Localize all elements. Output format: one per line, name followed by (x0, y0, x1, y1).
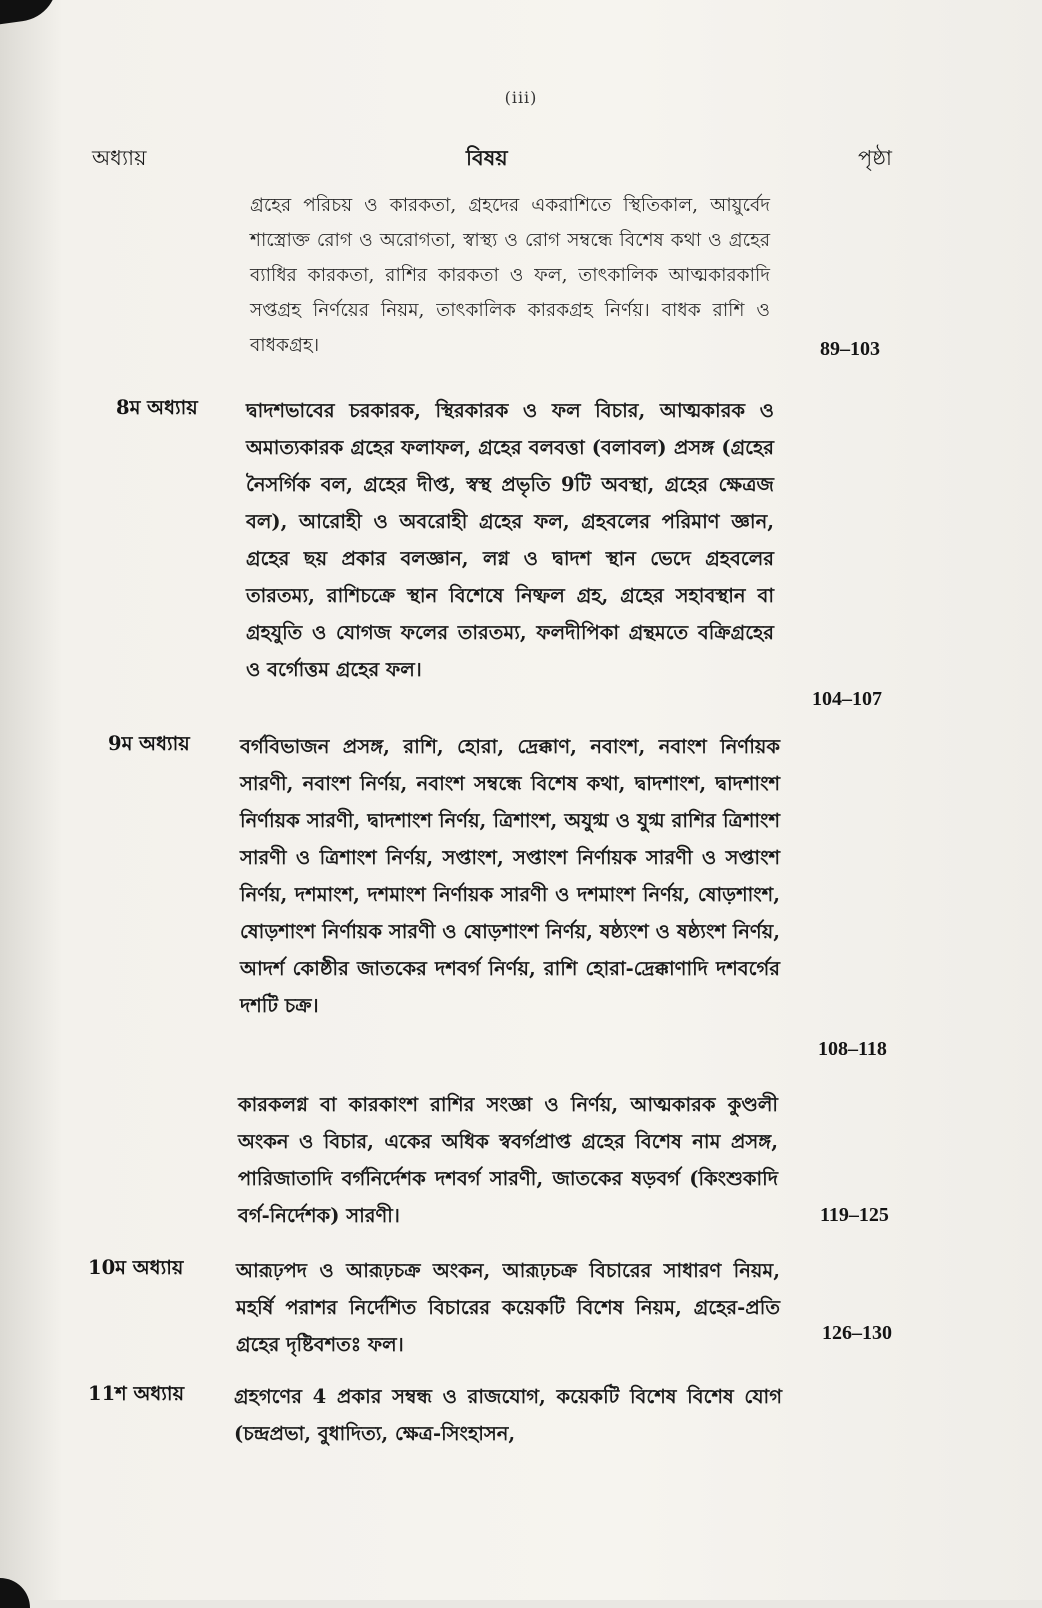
scan-shadow (0, 1578, 30, 1608)
toc-entry-chapter: 11শ অধ্যায় (88, 1382, 185, 1405)
toc-entry-text: গ্রহগণের 4 প্রকার সম্বন্ধ ও রাজযোগ, কয়েকটি বিশেষ বিশেষ যোগ (চন্দ্রপ্রভা, বুধাদিত্য, ক্ষেত্র-সিংহাসন, (234, 1385, 782, 1445)
toc-entry-pages: 89–103 (820, 338, 880, 360)
toc-entry-pages: 108–118 (818, 1038, 887, 1060)
toc-entry-text: কারকলগ্ন বা কারকাংশ রাশির সংজ্ঞা ও নির্ণয়, আত্মকারক কুণ্ডলী অংকন ও বিচার, একের অধিক স্ববর্গপ্রাপ্ত গ্রহের বিশেষ নাম প্রসঙ্গ, পারিজাতাদি বর্গনির্দেশক দশবর্গ সারণী, জাতকের ষড়বর্গ (কিংশুকাদি বর্গ-নির্দেশক) সারণী। (238, 1093, 778, 1227)
toc-entry-pages: 104–107 (812, 688, 882, 710)
scan-shadow (0, 0, 62, 28)
toc-entry-chapter: 8ম অধ্যায় (116, 396, 198, 419)
toc-entry-chapter: 9ম অধ্যায় (108, 732, 190, 755)
toc-entry-text: গ্রহের পরিচয় ও কারকতা, গ্রহদের একরাশিতে স্থিতিকাল, আয়ুর্বেদ শাস্ত্রোক্ত রোগ ও অরোগতা, স্বাস্থ্য ও রোগ সম্বন্ধে বিশেষ কথা ও গ্রহের ব্যাধির কারকতা, রাশির কারকতা ও ফল, তাৎকালিক আত্মকারকাদি সপ্তগ্রহ নির্ণয়ের নিয়ম, তাৎকালিক কারকগ্রহ নির্ণয়। বাধক রাশি ও বাধকগ্রহ। (250, 195, 770, 356)
column-header-chapter: অধ্যায় (92, 146, 147, 170)
page-number: (iii) (504, 88, 538, 107)
column-header-subject: বিষয় (466, 145, 508, 170)
toc-entry-text: আরূঢ়পদ ও আরূঢ়চক্র অংকন, আরূঢ়চক্র বিচারের সাধারণ নিয়ম, মহর্ষি পরাশর নির্দেশিত বিচারের কয়েকটি বিশেষ নিয়ম, গ্রহের-প্রতি গ্রহের দৃষ্টিবশতঃ ফল। (236, 1259, 780, 1356)
toc-entry-pages: 119–125 (820, 1204, 889, 1226)
toc-entry-chapter: 10ম অধ্যায় (88, 1256, 184, 1279)
column-header-page: পৃষ্ঠা (858, 146, 893, 170)
toc-entry-pages: 126–130 (822, 1322, 892, 1344)
toc-entry-text: বর্গবিভাজন প্রসঙ্গ, রাশি, হোরা, দ্রেক্কাণ, নবাংশ, নবাংশ নির্ণায়ক সারণী, নবাংশ নির্ণয়, নবাংশ সম্বন্ধে বিশেষ কথা, দ্বাদশাংশ, দ্বাদশাংশ নির্ণায়ক সারণী, দ্বাদশাংশ নির্ণয়, ত্রিশাংশ, অযুগ্ম ও যুগ্ম রাশির ত্রিশাংশ সারণী ও ত্রিশাংশ নির্ণয়, সপ্তাংশ, সপ্তাংশ নির্ণায়ক সারণী ও সপ্তাংশ নির্ণয়, দশমাংশ, দশমাংশ নির্ণায়ক সারণী ও দশমাংশ নির্ণয়, ষোড়শাংশ, ষোড়শাংশ নির্ণায়ক সারণী ও ষোড়শাংশ নির্ণয়, ষষ্ঠ্যংশ ও ষষ্ঠ্যংশ নির্ণয়, আদর্শ কোষ্ঠীর জাতকের দশবর্গ নির্ণয়, রাশি হোরা-দ্রেক্কাণাদি দশবর্গের দশটি চক্র। (240, 735, 780, 1017)
toc-entry-text: দ্বাদশভাবের চরকারক, স্থিরকারক ও ফল বিচার, আত্মকারক ও অমাত্যকারক গ্রহের ফলাফল, গ্রহের বলবত্তা (বলাবল) প্রসঙ্গ (গ্রহের নৈসর্গিক বল, গ্রহের দীপ্ত, স্বস্থ প্রভৃতি 9টি অবস্থা, গ্রহের ক্ষেত্রজ বল), আরোহী ও অবরোহী গ্রহের ফল, গ্রহবলের পরিমাণ জ্ঞান, গ্রহের ছয় প্রকার বলজ্ঞান, লগ্ন ও দ্বাদশ স্থান ভেদে গ্রহবলের তারতম্য, রাশিচক্রে স্থান বিশেষে নিষ্ফল গ্রহ, গ্রহের সহাবস্থান বা গ্রহযুতি ও যোগজ ফলের তারতম্য, ফলদীপিকা গ্রন্থমতে বক্রিগ্রহের ও বর্গোত্তম গ্রহের ফল। (246, 399, 774, 681)
